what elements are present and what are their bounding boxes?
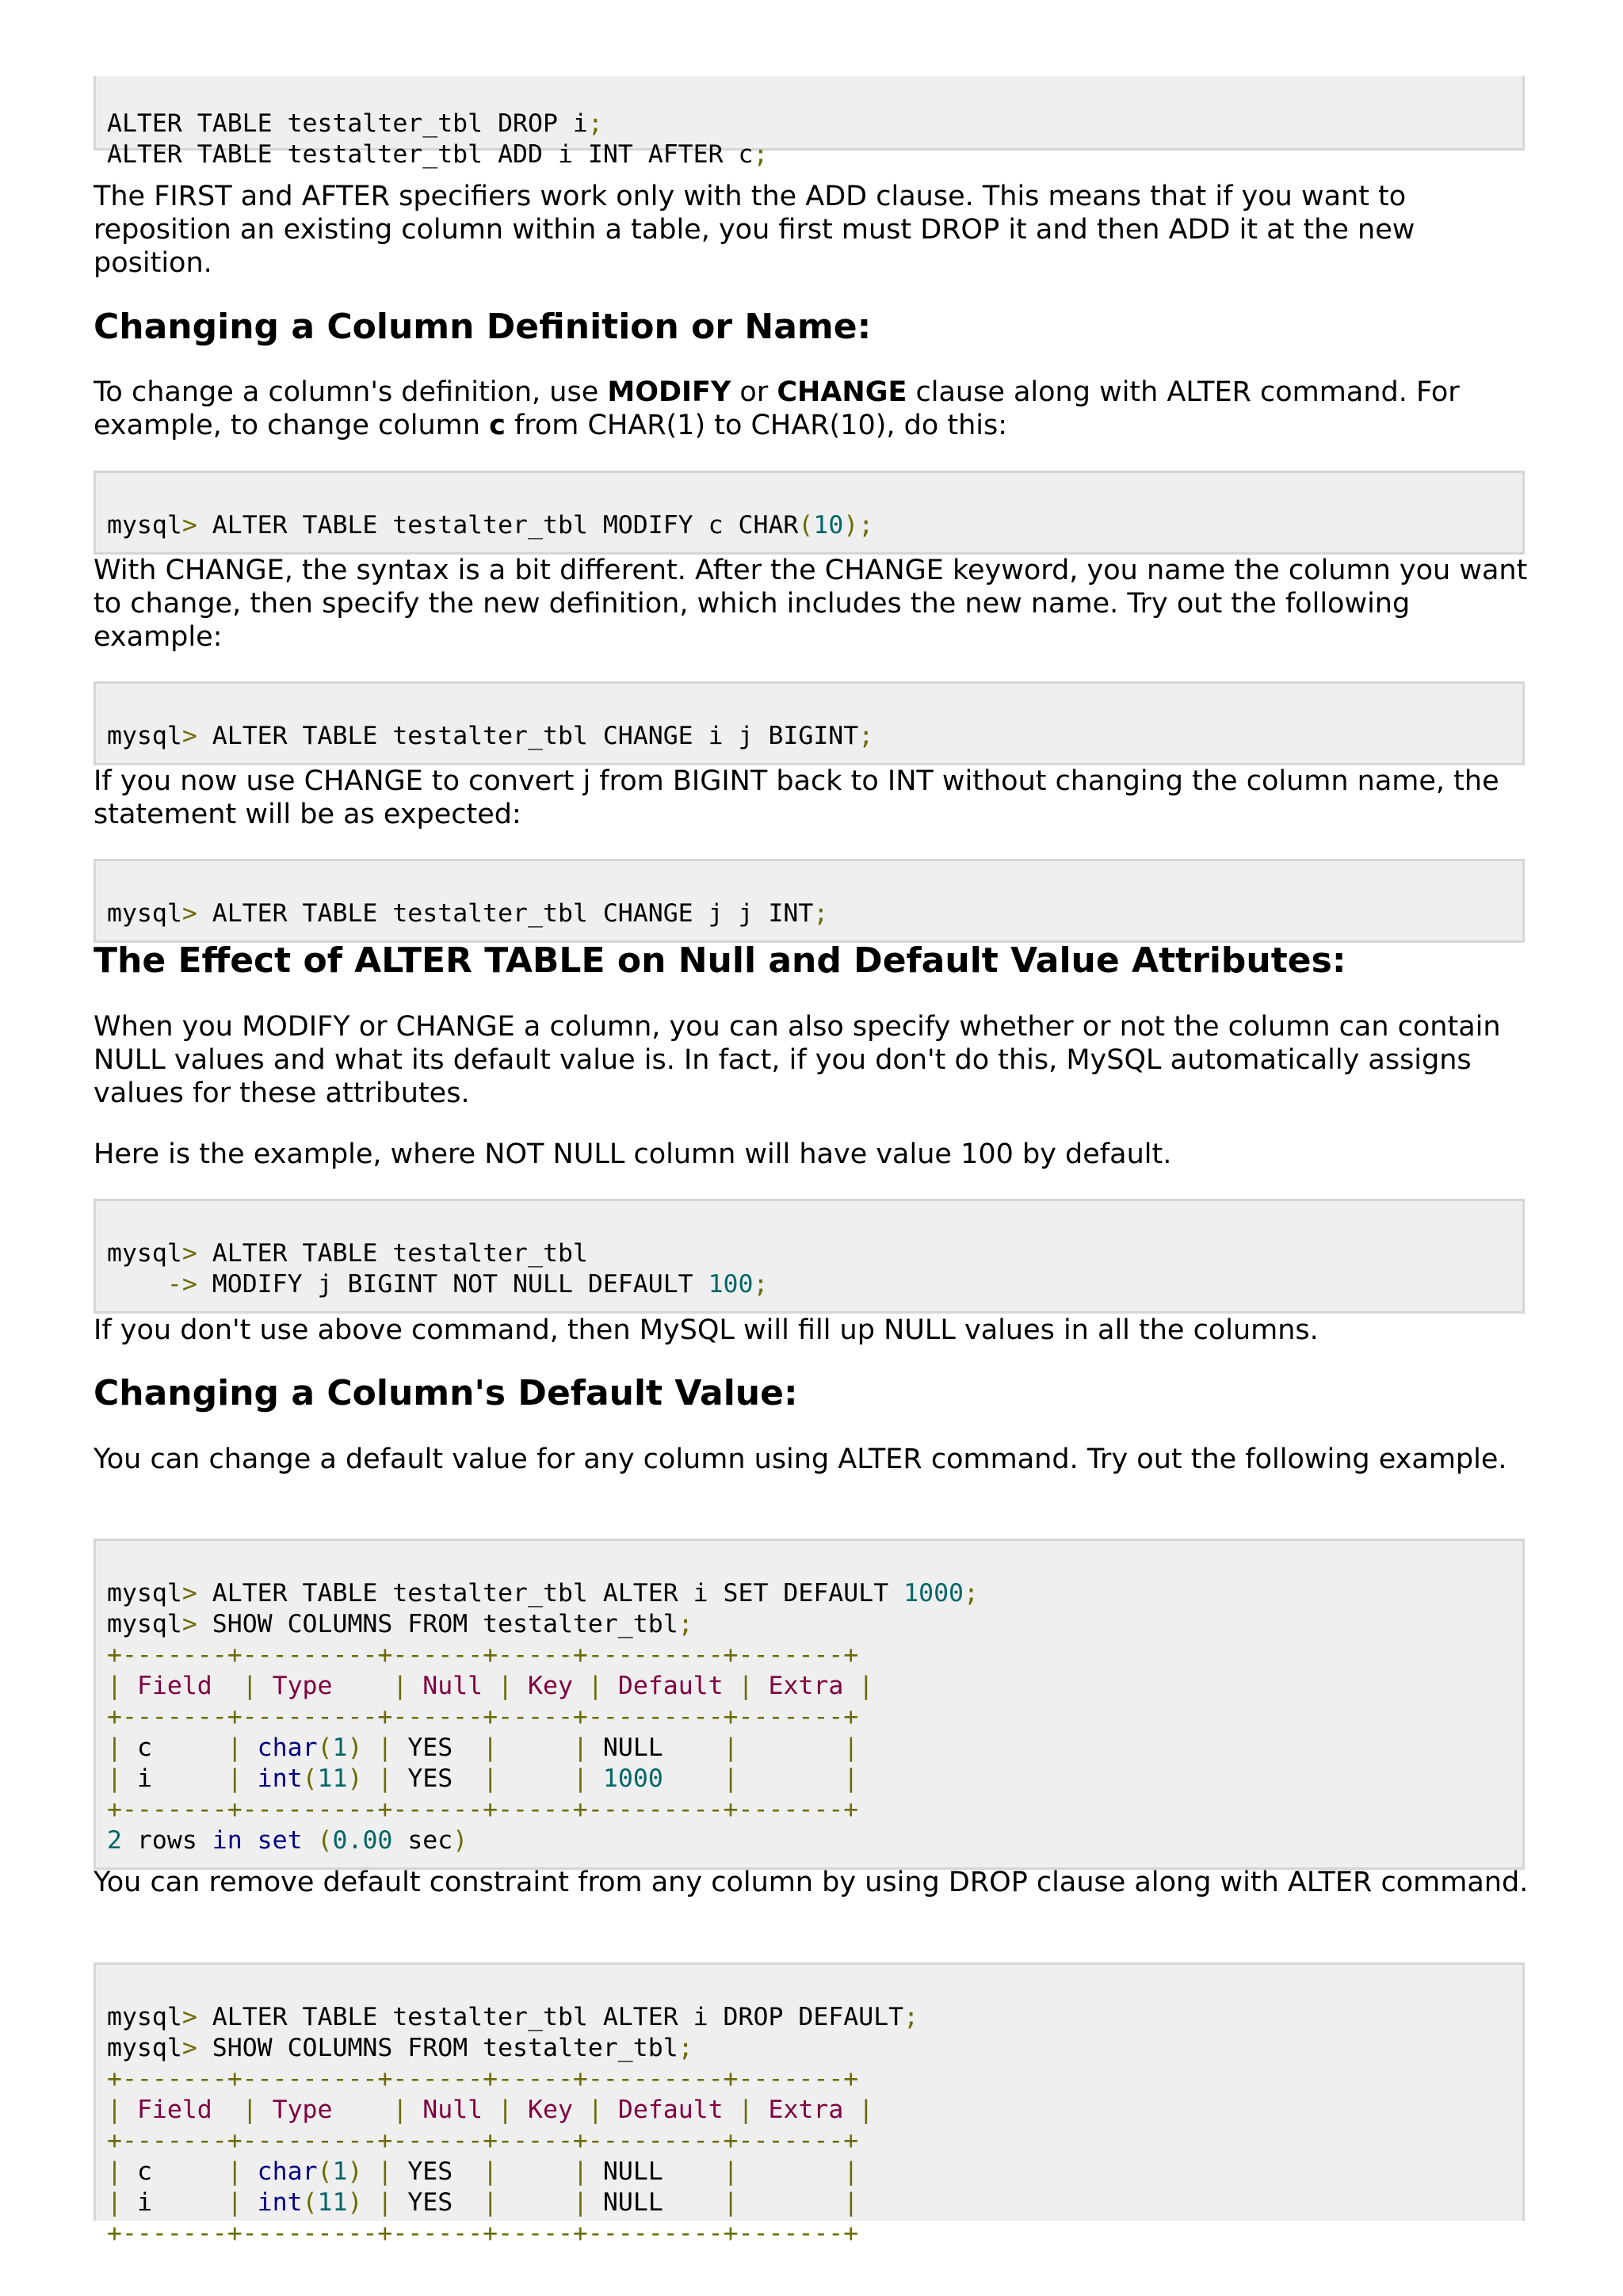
table-header-row: | Field | Type | Null | Key | Default | Extra | (107, 1672, 874, 1700)
code-line: mysql> SHOW COLUMNS FROM testalter_tbl; (107, 2034, 693, 2062)
table-border: +-------+---------+------+-----+---------+-------+ (107, 1703, 859, 1731)
table-border: +-------+---------+------+-----+---------+-------+ (107, 2065, 859, 2093)
code-line: -> MODIFY j BIGINT NOT NULL DEFAULT 100; (107, 1270, 769, 1299)
code-line: mysql> ALTER TABLE testalter_tbl ALTER i SET DEFAULT 1000; (107, 1579, 979, 1608)
code-block-modify (94, 471, 1525, 555)
table-row: | c | char(1) | YES | | NULL | | (107, 2157, 859, 2186)
paragraph: If you now use CHANGE to convert j from BIGINT back to INT without changing the column name, the statement will be as expected: (94, 765, 1499, 830)
table-header-row: | Field | Type | Null | Key | Default | Extra | (107, 2096, 874, 2124)
code-line: mysql> ALTER TABLE testalter_tbl MODIFY c CHAR(10); (107, 511, 874, 540)
code-block-drop-default (94, 1962, 1525, 2248)
code-line: mysql> ALTER TABLE testalter_tbl CHANGE j j INT; (107, 899, 829, 928)
code-block-change-int (94, 859, 1525, 943)
paragraph: You can change a default value for any column using ALTER command. Try out the following example. (94, 1444, 1507, 1475)
code-line: mysql> ALTER TABLE testalter_tbl (107, 1239, 588, 1268)
table-row: | i | int(11) | YES | | 1000 | | (107, 1764, 859, 1793)
table-border: +-------+---------+------+-----+---------+-------+ (107, 2126, 859, 2155)
table-border: +-------+---------+------+-----+---------+-------+ (107, 1641, 859, 1669)
paragraph: To change a column's definition, use MODIFY or CHANGE clause along with ALTER command. For example, to change column c from CHAR(1) to CHAR(10), do this: (94, 376, 1460, 441)
code-line: ALTER TABLE testalter_tbl DROP i; (107, 109, 603, 138)
paragraph: When you MODIFY or CHANGE a column, you can also specify whether or not the column can contain NULL values and what its default value is. In fact, if you don't do this, MySQL automatically assigns values for these attributes. (94, 1011, 1501, 1109)
code-block-drop-add (94, 76, 1525, 169)
paragraph: Here is the example, where NOT NULL column will have value 100 by default. (94, 1138, 1172, 1170)
code-line: mysql> ALTER TABLE testalter_tbl ALTER i DROP DEFAULT; (107, 2003, 919, 2031)
section-heading: The Effect of ALTER TABLE on Null and Default Value Attributes: (94, 940, 1346, 981)
code-block-change (94, 681, 1525, 765)
paragraph: You can remove default constraint from any column by using DROP clause along with ALTER command. (94, 1867, 1529, 1898)
section-heading: Changing a Column Definition or Name: (94, 307, 872, 347)
code-line: mysql> SHOW COLUMNS FROM testalter_tbl; (107, 1610, 693, 1638)
code-block-set-default (94, 1539, 1525, 1870)
result-footer: 2 rows in set (0.00 sec) (107, 1826, 468, 1855)
code-line: mysql> ALTER TABLE testalter_tbl CHANGE i j BIGINT; (107, 722, 874, 750)
table-border: +-------+---------+------+-----+---------+-------+ (107, 1795, 859, 1824)
paragraph: The FIRST and AFTER specifiers work only with the ADD clause. This means that if you want to reposition an existing column within a table, you first must DROP it and then ADD it at the new position. (94, 181, 1415, 279)
table-row: | i | int(11) | YES | | NULL | | (107, 2188, 859, 2217)
code-line: ALTER TABLE testalter_tbl ADD i INT AFTER c; (107, 140, 769, 169)
paragraph: If you don't use above command, then MySQL will fill up NULL values in all the columns. (94, 1314, 1319, 1346)
paragraph: With CHANGE, the syntax is a bit different. After the CHANGE keyword, you name the column you want to change, then specify the new definition, which includes the new name. Try out the following example: (94, 555, 1528, 653)
code-block-not-null-default (94, 1199, 1525, 1314)
table-border: +-------+---------+------+-----+---------+-------+ (107, 2219, 859, 2248)
table-row: | c | char(1) | YES | | NULL | | (107, 1733, 859, 1762)
section-heading: Changing a Column's Default Value: (94, 1373, 798, 1413)
